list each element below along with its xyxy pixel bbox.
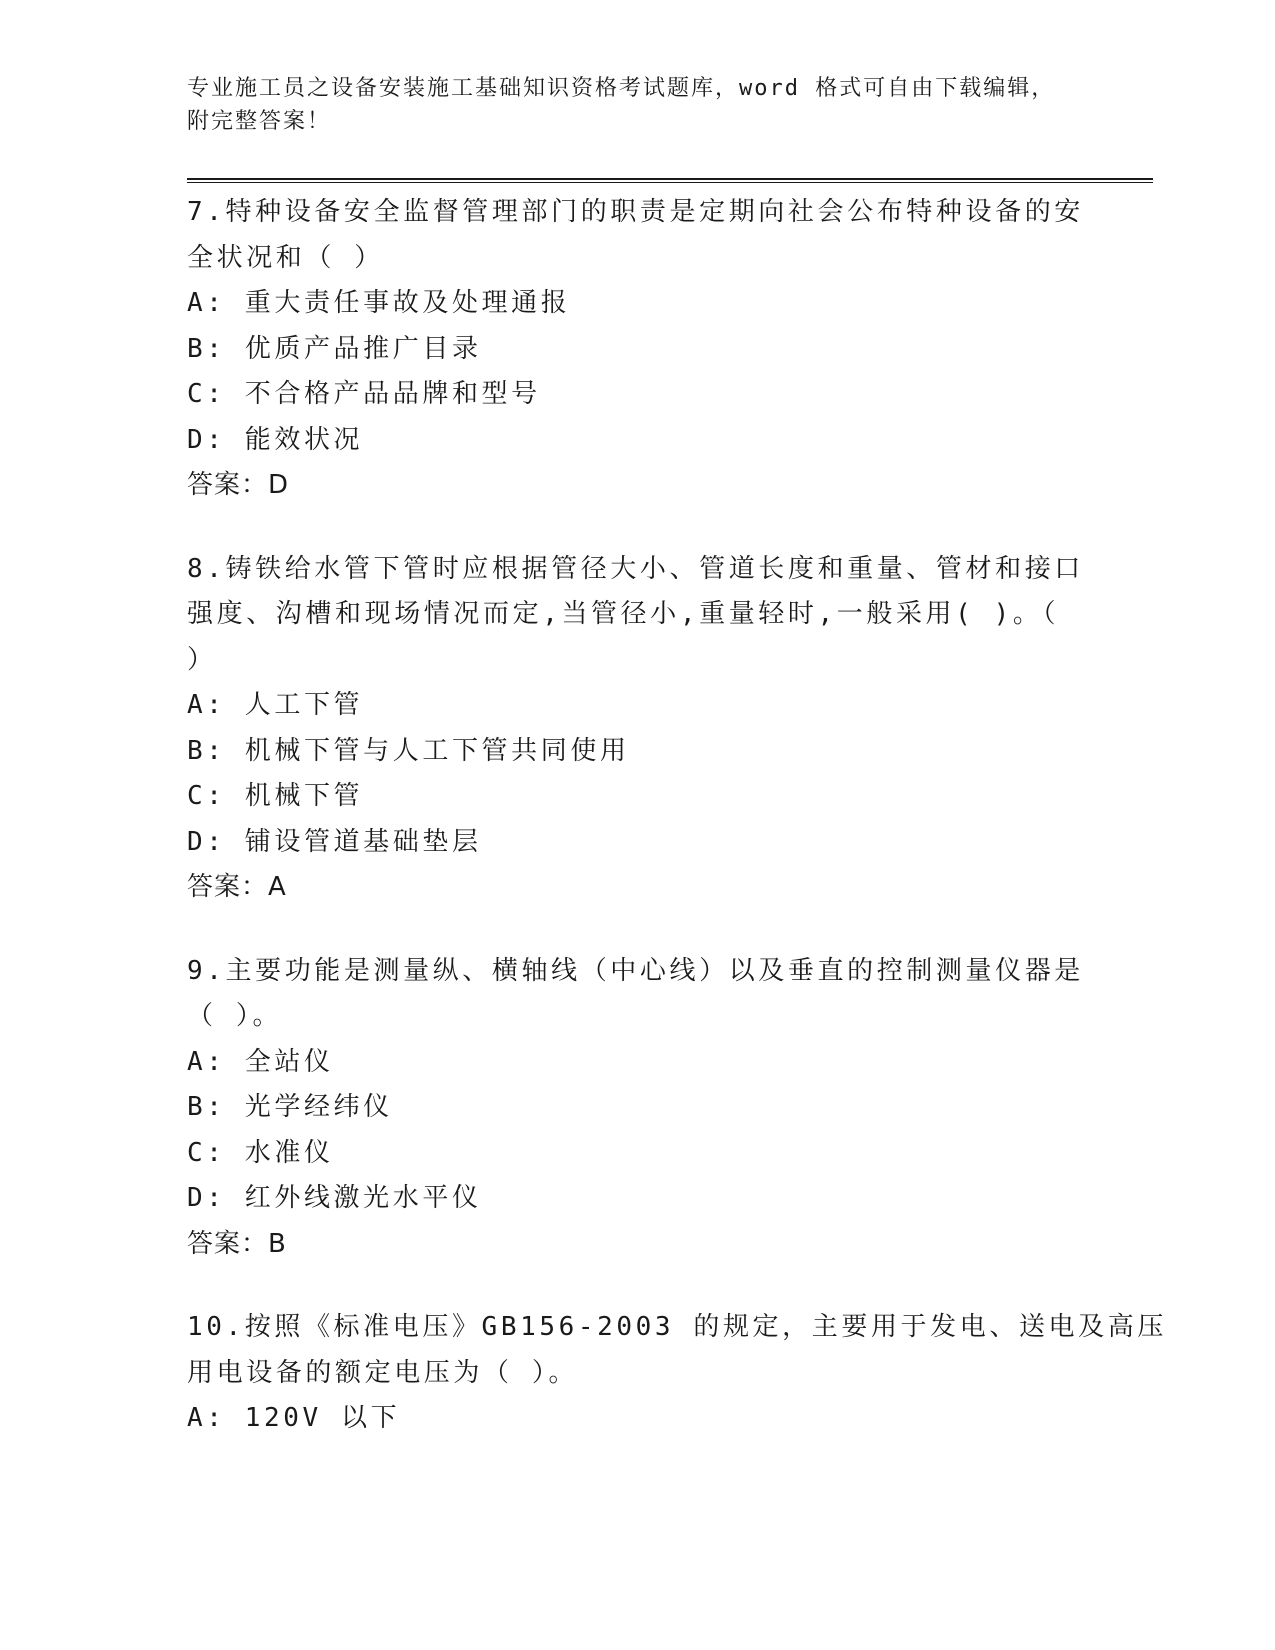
option-d: D: 能效状况 bbox=[187, 424, 364, 455]
answer-line: 答案：A bbox=[187, 872, 287, 902]
header-line-1: 专业施工员之设备安装施工基础知识资格考试题库，word 格式可自由下载编辑， bbox=[187, 76, 1056, 101]
answer-line: 答案：B bbox=[187, 1228, 287, 1259]
header-line-2: 附完整答案！ bbox=[187, 109, 332, 134]
option-c: C: 不合格产品品牌和型号 bbox=[187, 379, 541, 409]
option-a: A: 人工下管 bbox=[187, 690, 364, 720]
question-9 bbox=[187, 949, 1087, 1268]
option-a: A: 重大责任事故及处理通报 bbox=[187, 288, 571, 318]
option-d: D: 红外线激光水平仪 bbox=[187, 1183, 482, 1213]
question-stem-line: 全状况和（ ） bbox=[187, 242, 384, 273]
question-stem-line: 10.按照《标准电压》GB156-2003 的规定，主要用于发电、送电及高压 bbox=[187, 1312, 1167, 1342]
question-stem-line: 强度、沟槽和现场情况而定,当管径小,重量轻时,一般采用( )。（ bbox=[187, 599, 1060, 629]
answer-line: 答案：D bbox=[187, 470, 290, 500]
option-a: A: 120V 以下 bbox=[187, 1403, 401, 1433]
question-stem-line: 9.主要功能是测量纵、横轴线（中心线）以及垂直的控制测量仪器是 bbox=[187, 955, 1084, 986]
option-c: C: 水准仪 bbox=[187, 1137, 334, 1168]
question-8 bbox=[187, 547, 1087, 911]
question-7 bbox=[187, 190, 1087, 509]
option-d: D: 铺设管道基础垫层 bbox=[187, 826, 482, 857]
question-stem-line: （ ）。 bbox=[187, 1001, 283, 1031]
option-c: C: 机械下管 bbox=[187, 781, 364, 811]
question-stem-line: 8.铸铁给水管下管时应根据管径大小、管道长度和重量、管材和接口 bbox=[187, 553, 1084, 584]
question-stem-line: 7.特种设备安全监督管理部门的职责是定期向社会公布特种设备的安 bbox=[187, 197, 1084, 227]
header-divider bbox=[187, 178, 1153, 183]
option-b: B: 光学经纬仪 bbox=[187, 1092, 393, 1122]
question-stem-line: 用电设备的额定电压为（ ）。 bbox=[187, 1357, 579, 1388]
option-b: B: 优质产品推广目录 bbox=[187, 333, 482, 364]
question-stem-line: ） bbox=[187, 644, 217, 675]
question-list bbox=[187, 190, 1167, 1480]
question-10 bbox=[187, 1305, 1167, 1442]
option-a: A: 全站仪 bbox=[187, 1046, 334, 1077]
option-b: B: 机械下管与人工下管共同使用 bbox=[187, 735, 630, 766]
document-header bbox=[187, 72, 1087, 138]
